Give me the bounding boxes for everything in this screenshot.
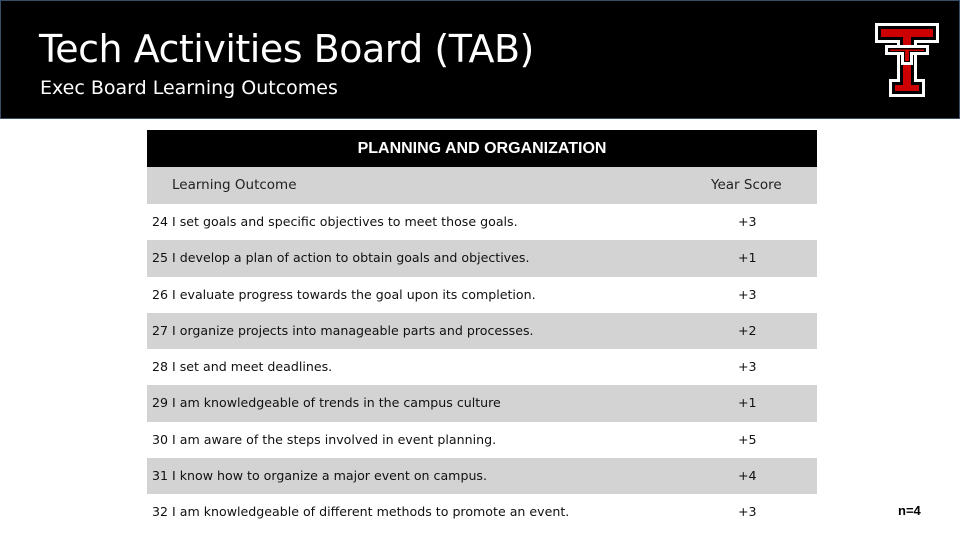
- outcome-cell: [152, 349, 332, 385]
- score-cell: +4: [738, 468, 757, 484]
- outcome-cell: [152, 240, 529, 276]
- page-title: Tech Activities Board (TAB): [39, 27, 534, 71]
- outcome-text: I organize projects into manageable parts and processes.: [172, 322, 534, 338]
- outcome-text: I know how to organize a major event on campus.: [172, 468, 487, 484]
- column-header-outcome: Learning Outcome: [172, 177, 297, 193]
- score-cell: +1: [738, 395, 757, 411]
- outcome-text: I develop a plan of action to obtain goals and objectives.: [172, 250, 530, 266]
- score-cell: +1: [738, 250, 757, 266]
- header-banner: [0, 0, 960, 119]
- score-cell: +3: [738, 286, 757, 302]
- outcome-number: 30: [152, 431, 169, 447]
- score-cell: +2: [738, 322, 757, 338]
- page-subtitle: Exec Board Learning Outcomes: [40, 77, 338, 99]
- learning-outcomes-table: [147, 130, 817, 531]
- outcome-number: 26: [152, 286, 169, 302]
- double-t-logo-icon: [873, 21, 941, 99]
- section-title: PLANNING AND ORGANIZATION: [147, 130, 817, 167]
- outcome-number: 27: [152, 322, 169, 338]
- outcome-text: I am aware of the steps involved in event planning.: [172, 431, 497, 447]
- table-row: [147, 277, 817, 313]
- outcome-number: 25: [152, 250, 169, 266]
- outcome-cell: [152, 458, 487, 494]
- score-cell: +3: [738, 359, 757, 375]
- table-row: [147, 313, 817, 349]
- outcome-text: I set and meet deadlines.: [172, 359, 333, 375]
- table-row: [147, 422, 817, 458]
- outcome-number: 31: [152, 468, 169, 484]
- outcome-cell: [152, 313, 534, 349]
- table-row: [147, 240, 817, 276]
- outcome-cell: [152, 494, 569, 530]
- outcome-text: I set goals and specific objectives to meet those goals.: [172, 214, 518, 229]
- score-cell: +3: [738, 214, 757, 229]
- outcome-number: 29: [152, 395, 169, 411]
- outcome-cell: [152, 385, 501, 421]
- table-row: [147, 494, 817, 530]
- table-row: [147, 458, 817, 494]
- table-header-row: [147, 167, 817, 204]
- score-cell: +5: [738, 431, 757, 447]
- outcome-cell: [152, 422, 496, 458]
- sample-size-label: n=4: [898, 503, 921, 518]
- table-row: [147, 204, 817, 240]
- outcome-cell: [152, 277, 536, 313]
- column-header-score: Year Score: [711, 177, 782, 193]
- outcome-text: I am knowledgeable of different methods to promote an event.: [172, 504, 570, 520]
- outcome-text: I am knowledgeable of trends in the campus culture: [172, 395, 501, 411]
- outcome-cell: [152, 204, 518, 240]
- outcome-number: 28: [152, 359, 169, 375]
- outcome-text: I evaluate progress towards the goal upon its completion.: [172, 286, 536, 302]
- outcome-number: 24: [152, 214, 169, 229]
- table-row: [147, 385, 817, 421]
- outcome-number: 32: [152, 504, 169, 520]
- table-row: [147, 349, 817, 385]
- score-cell: +3: [738, 504, 757, 520]
